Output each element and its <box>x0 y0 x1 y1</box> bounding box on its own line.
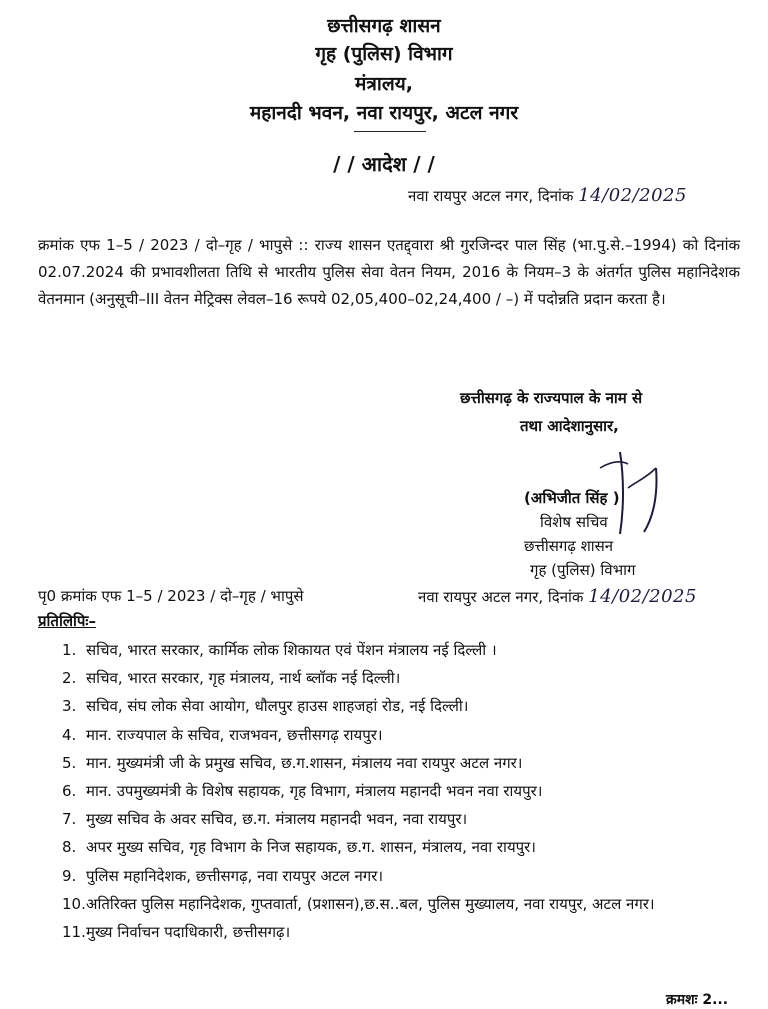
list-item-text: सचिव, संघ लोक सेवा आयोग, धौलपुर हाउस शाहजहां रोड, नई दिल्ली। <box>86 697 469 716</box>
list-item-text: सचिव, भारत सरकार, कार्मिक लोक शिकायत एवं पेंशन मंत्रालय नई दिल्ली । <box>86 641 497 659</box>
list-item-number: 1. <box>62 641 77 659</box>
authority-line-2: तथा आदेशानुसार, <box>520 417 619 435</box>
list-item-text: अपर मुख्य सचिव, गृह विभाग के निज सहायक, छ.ग. शासन, मंत्रालय, नवा रायपुर। <box>86 838 536 857</box>
list-item <box>62 890 742 918</box>
endorsement-place-label: नवा रायपुर अटल नगर, दिनांक <box>418 588 589 606</box>
list-item-number: 3. <box>62 697 77 716</box>
list-item-text: मुख्य सचिव के अवर सचिव, छ.ग. मंत्रालय महानदी भवन, नवा रायपुर। <box>86 810 468 829</box>
header-department: गृह (पुलिस) विभाग <box>315 43 453 65</box>
order-place-date <box>408 185 687 206</box>
handwritten-endorsement-date: 14/02/2025 <box>588 586 697 607</box>
signatory-department: गृह (पुलिस) विभाग <box>530 561 636 579</box>
list-item <box>62 833 742 861</box>
list-item-text: सचिव, भारत सरकार, गृह मंत्रालय, नार्थ ब्लॉक नई दिल्ली। <box>86 669 401 688</box>
copy-to-heading: प्रतिलिपिः– <box>38 612 96 630</box>
list-item-number: 8. <box>62 838 77 857</box>
place-label: नवा रायपुर अटल नगर, दिनांक <box>408 187 579 205</box>
list-item-number: 4. <box>62 725 77 744</box>
list-item <box>62 805 742 833</box>
list-item <box>62 636 742 664</box>
header-ministry: मंत्रालय, <box>355 73 413 95</box>
list-item-text: पुलिस महानिदेशक, छत्तीसगढ़, नवा रायपुर अटल नगर। <box>86 866 384 885</box>
list-item-number: 5. <box>62 753 77 772</box>
list-item <box>62 664 742 692</box>
continued-marker: क्रमशः 2... <box>666 992 729 1008</box>
order-title: / / आदेश / / <box>333 152 435 176</box>
list-item-number: 9. <box>62 866 77 885</box>
signatory-government: छत्तीसगढ़ शासन <box>524 537 614 555</box>
list-item <box>62 749 742 777</box>
list-item-text: मान. उपमुख्यमंत्री के विशेष सहायक, गृह विभाग, मंत्रालय महानदी भवन नवा रायपुर। <box>86 782 543 801</box>
list-item-text: अतिरिक्त पुलिस महानिदेशक, गुप्तवार्ता, (प्रशासन),छ.स..बल, पुलिस मुख्यालय, नवा रायपुर, अटल नगर। <box>86 894 655 913</box>
list-item-text: मान. मुख्यमंत्री जी के प्रमुख सचिव, छ.ग.शासन, मंत्रालय नवा रायपुर अटल नगर। <box>86 753 523 772</box>
header-government: छत्तीसगढ़ शासन <box>327 15 441 37</box>
list-item <box>62 777 742 805</box>
list-item-number: 11. <box>62 923 86 942</box>
signatory-name: (अभिजीत सिंह ) <box>524 489 620 507</box>
list-item-number: 10. <box>62 894 86 913</box>
list-item <box>62 721 742 749</box>
list-item-number: 6. <box>62 782 77 801</box>
list-item-text: मान. राज्यपाल के सचिव, राजभवन, छत्तीसगढ़ रायपुर। <box>86 725 383 744</box>
endorsement-number: पृ0 क्रमांक एफ 1–5 / 2023 / दो–गृह / भापुसे <box>38 587 304 605</box>
header-address: महानदी भवन, नवा रायपुर, अटल नगर <box>249 102 519 124</box>
list-item <box>62 692 742 720</box>
list-item-text: मुख्य निर्वाचन पदाधिकारी, छत्तीसगढ़। <box>86 923 291 942</box>
list-item <box>62 862 742 890</box>
handwritten-date: 14/02/2025 <box>578 185 687 206</box>
authority-line-1: छत्तीसगढ़ के राज्यपाल के नाम से <box>460 389 643 407</box>
list-item-number: 7. <box>62 810 77 829</box>
signatory-designation: विशेष सचिव <box>540 513 608 531</box>
list-item <box>62 918 742 946</box>
copy-to-list <box>62 636 742 946</box>
order-body: क्रमांक एफ 1–5 / 2023 / दो–गृह / भापुसे :: राज्य शासन एतद्द्वारा श्री गुरजिन्दर पाल सिंह (भा.पु.से.–1994) को दिनांक 02.07.2024 की प्रभावशीलता तिथि से भारतीय पुलिस सेवा वेतन नियम, 2016 के नियम–3 के अंतर्गत पुलिस महानिदेशक वेतनमान (अनुसूची–III वेतन मेट्रिक्स लेवल–16 रूपये 02,05,400–02,24,400 / –) में पदोन्नति प्रदान करता है। <box>38 236 740 308</box>
endorsement-place-date <box>418 586 697 607</box>
header-divider <box>354 131 426 132</box>
list-item-number: 2. <box>62 669 77 688</box>
